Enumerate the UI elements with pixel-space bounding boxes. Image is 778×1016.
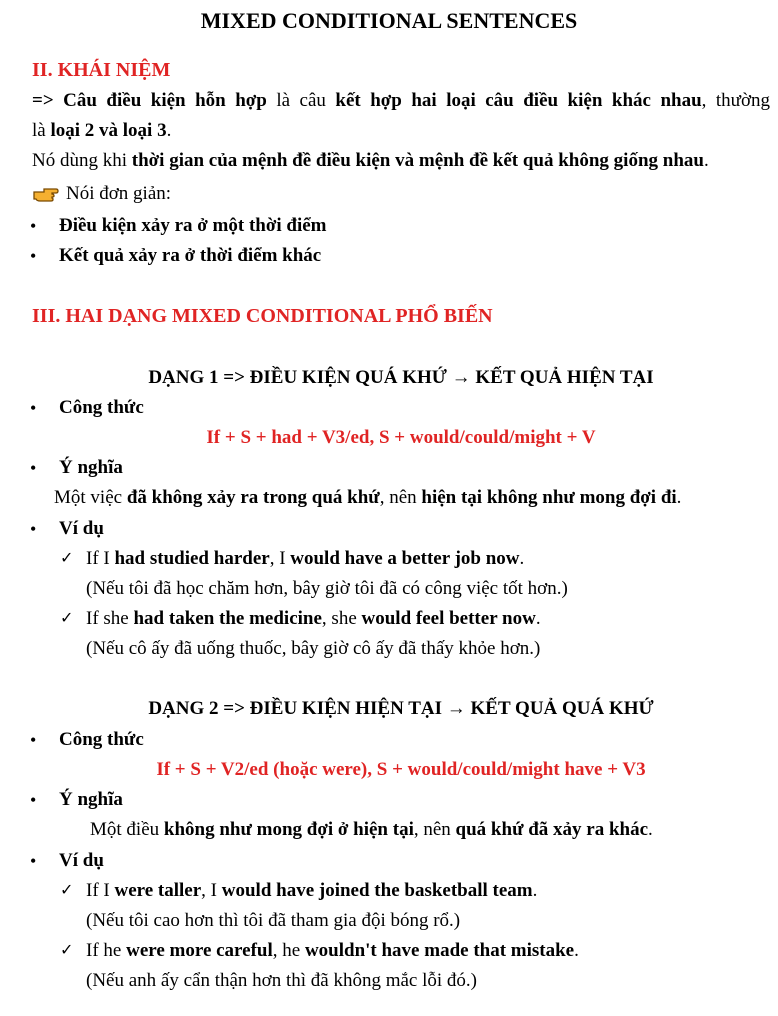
- concept-paragraph-line-1: => Câu điều kiện hỗn hợp là câu kết hợp hai loại câu điều kiện khác nhau, thường: [32, 90, 771, 111]
- example-translation: (Nếu cô ấy đã uống thuốc, bây giờ cô ấy đã thấy khỏe hơn.): [86, 638, 541, 659]
- type-1-meaning: Một việc đã không xảy ra trong quá khứ, nên hiện tại không như mong đợi đi.: [54, 487, 682, 508]
- check-icon: ✓: [60, 942, 74, 959]
- type-2-title: DẠNG 2 => ĐIỀU KIỆN HIỆN TẠI → KẾT QUẢ QUÁ KHỨ: [148, 698, 654, 719]
- simple-intro: Nói đơn giản:: [32, 182, 778, 210]
- concept-paragraph-line-2: là loại 2 và loại 3.: [32, 120, 172, 141]
- type-2-meaning: Một điều không như mong đợi ở hiện tại, nên quá khứ đã xảy ra khác.: [90, 819, 653, 840]
- section-3-heading: III. HAI DẠNG MIXED CONDITIONAL PHỔ BIẾN: [32, 305, 493, 327]
- pointing-hand-icon: [32, 183, 60, 210]
- bullet-icon: •: [30, 730, 37, 750]
- bullet-icon: •: [30, 398, 37, 418]
- check-icon: ✓: [60, 882, 74, 899]
- example-translation: (Nếu tôi cao hơn thì tôi đã tham gia đội bóng rổ.): [86, 910, 461, 931]
- type-1-title: DẠNG 1 => ĐIỀU KIỆN QUÁ KHỨ → KẾT QUẢ HIỆN TẠI: [148, 367, 654, 388]
- bullet-icon: •: [30, 246, 37, 266]
- bullet-icon: •: [30, 458, 37, 478]
- section-2-heading: II. KHÁI NIỆM: [32, 59, 171, 81]
- type-1-formula: If + S + had + V3/ed, S + would/could/might + V: [206, 427, 596, 448]
- concept-paragraph-line-3: Nó dùng khi thời gian của mệnh đề điều kiện và mệnh đề kết quả không giống nhau.: [32, 150, 709, 171]
- bullet-icon: •: [30, 519, 37, 539]
- bullet-icon: •: [30, 216, 37, 236]
- bullet-icon: •: [30, 851, 37, 871]
- check-icon: ✓: [60, 550, 74, 567]
- type-2-formula: If + S + V2/ed (hoặc were), S + would/could/might have + V3: [156, 759, 646, 780]
- example-translation: (Nếu tôi đã học chăm hơn, bây giờ tôi đã có công việc tốt hơn.): [86, 578, 568, 599]
- document-page: MIXED CONDITIONAL SENTENCES II. KHÁI NIỆM => Câu điều kiện hỗn hợp là câu kết hợp hai loại câu điều kiện khác nhau, thường là loại 2 và loại 3. Nó dùng khi thời gian của mệnh đề điều kiện và mệnh đề kết quả không giống nhau. Nói đơn giản: • Điều kiện xảy ra ở một thời điểm • Kết quả xảy ra ở thời điểm khác III. HAI DẠNG MIXED CONDITIONAL PHỔ BIẾN DẠNG 1 => ĐIỀU KIỆN QUÁ KHỨ → KẾT QUẢ HIỆN TẠI • Công thức If + S + had + V3/ed, S + would/could/might + V • Ý nghĩa Một việc đã không xảy ra trong quá khứ, nên hiện tại không như mong đợi đi. • Ví dụ ✓ If I had studied harder, I would have a better job now. (Nếu tôi đã học chăm hơn, bây giờ tôi đã có công việc tốt hơn.) ✓ If she had taken the medicine, she would feel better now. (Nếu cô ấy đã uống thuốc, bây giờ cô ấy đã thấy khỏe hơn.) DẠNG 2 => ĐIỀU KIỆN HIỆN TẠI → KẾT QUẢ QUÁ KHỨ • Công thức If + S + V2/ed (hoặc were), S + would/could/might have + V3 • Ý nghĩa Một điều không như mong đợi ở hiện tại, nên quá khứ đã xảy ra khác. • Ví dụ ✓ If I were taller, I would have joined the basketball team. (Nếu tôi cao hơn thì tôi đã tham gia đội bóng rổ.) ✓ If he were more careful, he wouldn't have made that mistake. (Nếu anh ấy cẩn thận hơn thì đã không mắc lỗi đó.): [0, 0, 778, 1016]
- bullet-icon: •: [30, 790, 37, 810]
- example-translation: (Nếu anh ấy cẩn thận hơn thì đã không mắc lỗi đó.): [86, 970, 477, 991]
- check-icon: ✓: [60, 610, 74, 627]
- document-title: MIXED CONDITIONAL SENTENCES: [200, 8, 578, 33]
